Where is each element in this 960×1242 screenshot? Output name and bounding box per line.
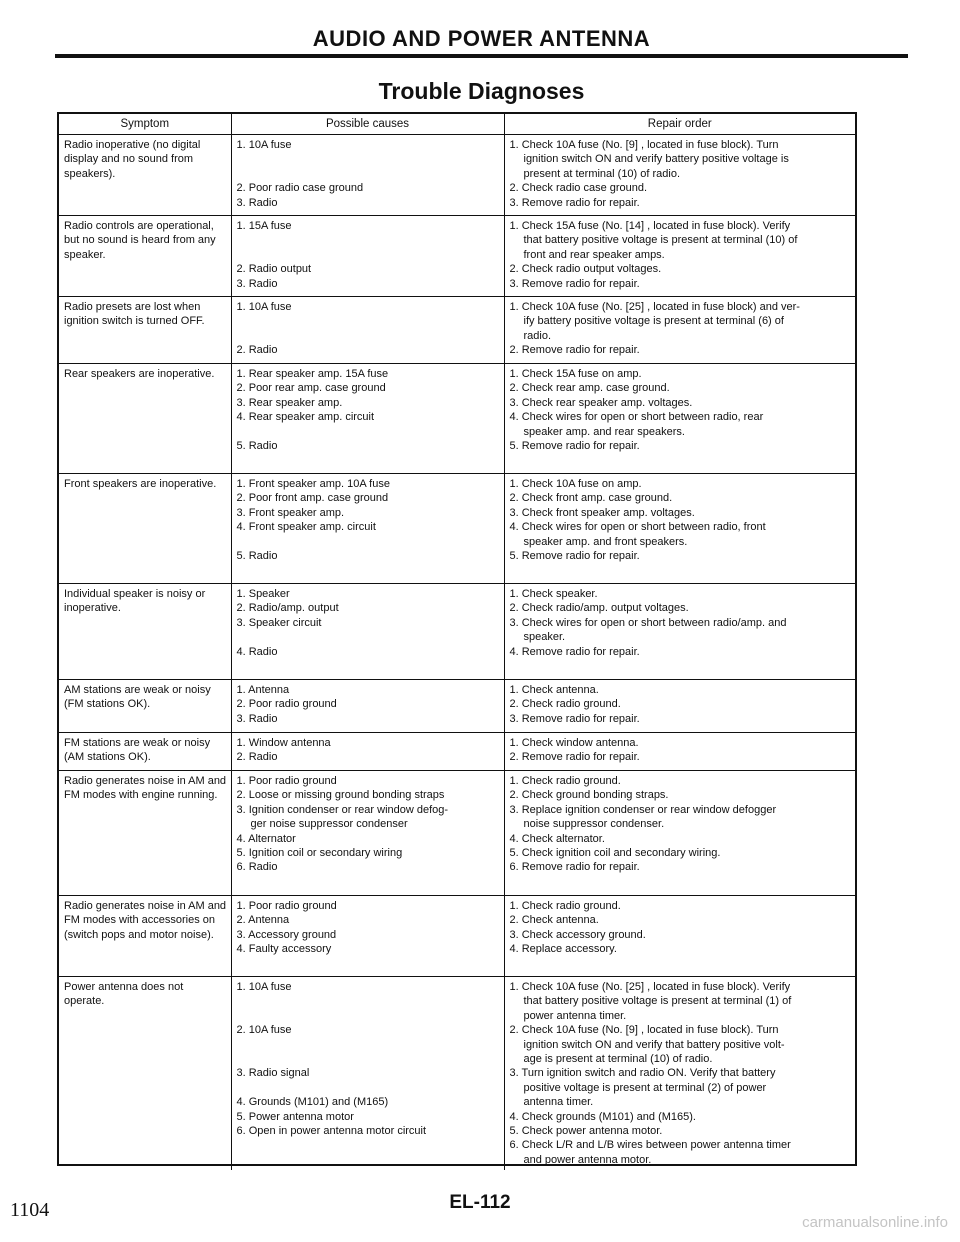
repair-line: ignition switch ON and verify that battery positive volt- <box>523 1038 785 1051</box>
cause-line: 1. 10A fuse <box>236 981 292 993</box>
repair-order-cell <box>504 474 855 584</box>
possible-causes-cell <box>231 584 504 680</box>
repair-line: 1. Check window antenna. <box>509 737 639 749</box>
cause-line <box>237 248 500 262</box>
cause-line: 1. Rear speaker amp. 15A fuse <box>236 368 389 380</box>
repair-line: 6. Check L/R and L/B wires between power antenna timer <box>509 1139 791 1152</box>
table-header-row <box>59 114 855 135</box>
cause-line: 2. Loose or missing ground bonding straps <box>236 789 445 802</box>
repair-line: 2. Check ground bonding straps. <box>509 789 669 802</box>
cause-line: 3. Speaker circuit <box>236 616 322 629</box>
repair-line: 2. Check radio case ground. <box>509 182 648 195</box>
cause-line: 2. Radio <box>236 344 278 357</box>
cause-line: 4. Front speaker amp. circuit <box>236 521 376 534</box>
symptom-cell: Radio controls are operational, but no sound is heard from any speaker. <box>59 216 231 297</box>
watermark: carmanualsonline.info <box>802 1214 948 1231</box>
cause-line <box>237 167 500 181</box>
repair-order-cell <box>504 680 855 733</box>
table-row <box>59 364 855 474</box>
symptom-cell: Front speakers are inoperative. <box>59 474 231 584</box>
repair-line: speaker. <box>523 631 566 644</box>
possible-causes-cell <box>231 977 504 1171</box>
repair-line: 1. Check speaker. <box>509 588 598 600</box>
cause-line: 4. Alternator <box>236 832 296 845</box>
table-row <box>59 733 855 771</box>
repair-line: 1. Check 15A fuse on amp. <box>509 368 642 380</box>
possible-causes-cell <box>231 364 504 474</box>
repair-line: 3. Check front speaker amp. voltages. <box>509 506 695 519</box>
cause-line: 5. Radio <box>236 440 278 453</box>
table-body <box>59 135 855 1171</box>
repair-line: 1. Check 10A fuse (No. [9] , located in fuse block). Turn <box>509 139 779 151</box>
symptom-cell: Radio generates noise in AM and FM modes with engine running. <box>59 771 231 896</box>
header-repair-order: Repair order <box>504 114 855 135</box>
repair-line: age is present at terminal (10) of radio. <box>523 1053 713 1066</box>
trouble-diagnoses-table <box>57 112 857 1166</box>
repair-line: 4. Check wires for open or short between radio, front <box>509 521 766 534</box>
repair-order-cell <box>504 364 855 474</box>
cause-line: 1. 10A fuse <box>236 139 292 151</box>
repair-order-cell <box>504 297 855 364</box>
cause-line <box>237 535 500 549</box>
cause-line <box>237 233 500 247</box>
cause-line: 4. Grounds (M101) and (M165) <box>236 1096 389 1109</box>
cause-line <box>237 994 500 1008</box>
cause-line: 2. Poor radio ground <box>236 698 337 711</box>
repair-line: 3. Check wires for open or short between radio/amp. and <box>509 616 787 629</box>
cause-line: 3. Radio <box>236 196 278 209</box>
cause-line <box>237 1038 500 1052</box>
repair-order-cell <box>504 977 855 1171</box>
repair-line: 4. Replace accessory. <box>509 943 617 956</box>
repair-line: 3. Remove radio for repair. <box>509 277 640 290</box>
cause-line: 2. Poor front amp. case ground <box>236 492 389 505</box>
cause-line <box>237 152 500 166</box>
repair-line: 5. Remove radio for repair. <box>509 440 640 453</box>
cause-line: 2. 10A fuse <box>236 1024 292 1037</box>
header-symptom: Symptom <box>59 114 231 135</box>
cause-line <box>237 314 500 328</box>
symptom-cell: Radio inoperative (no digital display and no sound from speakers). <box>59 135 231 216</box>
repair-line: 3. Replace ignition condenser or rear window defogger <box>509 803 777 816</box>
table-row <box>59 135 855 216</box>
symptom-cell: Power antenna does not operate. <box>64 981 184 1008</box>
repair-line: 2. Check rear amp. case ground. <box>509 382 670 395</box>
cause-line <box>237 1009 500 1023</box>
repair-line: 1. Check 10A fuse on amp. <box>509 478 642 490</box>
table-row <box>59 896 855 977</box>
cause-line: 3. Ignition condenser or rear window defog- <box>236 803 449 816</box>
cause-line: 1. Antenna <box>236 684 290 696</box>
symptom-cell: Radio generates noise in AM and FM modes with accessories on (switch pops and motor noise). <box>59 896 231 977</box>
cause-line: 1. Front speaker amp. 10A fuse <box>236 478 390 490</box>
cause-line: 3. Front speaker amp. <box>236 506 345 519</box>
cause-line <box>237 329 500 343</box>
cause-line: 1. 15A fuse <box>236 220 292 232</box>
repair-line: 4. Remove radio for repair. <box>509 645 640 658</box>
repair-line: 5. Remove radio for repair. <box>509 550 640 563</box>
table-row <box>59 771 855 896</box>
repair-line: 2. Check radio output voltages. <box>509 263 662 276</box>
repair-line: front and rear speaker amps. <box>523 248 665 261</box>
symptom-cell: Rear speakers are inoperative. <box>59 364 231 474</box>
cause-line: 2. Poor radio case ground <box>236 182 364 195</box>
repair-line: antenna timer. <box>523 1096 594 1109</box>
page-number: 1104 <box>10 1199 50 1221</box>
repair-line: 4. Check alternator. <box>509 832 605 845</box>
symptom-cell: AM stations are weak or noisy (FM stations OK). <box>59 680 231 733</box>
repair-line: 3. Turn ignition switch and radio ON. Verify that battery <box>509 1067 776 1080</box>
repair-line: 1. Check radio ground. <box>509 775 621 787</box>
possible-causes-cell <box>231 216 504 297</box>
cause-line: 2. Radio output <box>236 263 312 276</box>
repair-line: radio. <box>523 329 552 342</box>
repair-line: 1. Check 10A fuse (No. [25] , located in fuse block). Verify <box>509 981 791 993</box>
repair-line: speaker amp. and front speakers. <box>523 535 688 548</box>
cause-line: 5. Radio <box>236 550 278 563</box>
repair-line: 2. Check 10A fuse (No. [9] , located in fuse block). Turn <box>509 1024 779 1037</box>
possible-causes-cell <box>231 896 504 977</box>
cause-line: 2. Radio <box>236 751 278 764</box>
repair-line: 1. Check 15A fuse (No. [14] , located in fuse block). Verify <box>509 220 791 232</box>
repair-line: 3. Check accessory ground. <box>509 928 646 941</box>
cause-line: 4. Radio <box>236 645 278 658</box>
repair-line: 1. Check radio ground. <box>509 900 621 912</box>
cause-line: 3. Rear speaker amp. <box>236 396 343 409</box>
cause-line: 3. Radio <box>236 712 278 725</box>
repair-line: 2. Check radio/amp. output voltages. <box>509 602 689 615</box>
repair-order-cell <box>504 135 855 216</box>
repair-line: ify battery positive voltage is present at terminal (6) of <box>523 315 784 328</box>
cause-line: ger noise suppressor condenser <box>250 818 408 831</box>
repair-order-cell <box>504 216 855 297</box>
cause-line: 4. Rear speaker amp. circuit <box>236 411 375 424</box>
repair-line: noise suppressor condenser. <box>523 818 665 831</box>
cause-line: 1. 10A fuse <box>236 301 292 313</box>
repair-line: ignition switch ON and verify battery positive voltage is <box>523 153 789 166</box>
header-possible-causes: Possible causes <box>231 114 504 135</box>
symptom-cell: FM stations are weak or noisy (AM stations OK). <box>59 733 231 771</box>
repair-line: 2. Remove radio for repair. <box>509 344 640 357</box>
cause-line <box>237 1052 500 1066</box>
cause-line: 3. Radio <box>236 277 278 290</box>
table-row <box>59 584 855 680</box>
repair-line: 4. Check wires for open or short between radio, rear <box>509 411 764 424</box>
repair-order-cell <box>504 771 855 896</box>
repair-line: 2. Check radio ground. <box>509 698 621 711</box>
cause-line: 6. Radio <box>236 861 278 874</box>
repair-line: speaker amp. and rear speakers. <box>523 425 685 438</box>
cause-line <box>237 425 500 439</box>
repair-line: that battery positive voltage is present at terminal (1) of <box>523 995 792 1008</box>
repair-order-cell <box>504 584 855 680</box>
possible-causes-cell <box>231 680 504 733</box>
table-row <box>59 297 855 364</box>
cause-line: 3. Accessory ground <box>236 928 337 941</box>
repair-line: 6. Remove radio for repair. <box>509 861 640 874</box>
symptom-cell: Radio presets are lost when ignition switch is turned OFF. <box>59 297 231 364</box>
cause-line: 2. Antenna <box>236 914 290 927</box>
page-code: EL-112 <box>449 1192 511 1213</box>
table-row <box>59 474 855 584</box>
repair-line: 2. Remove radio for repair. <box>509 751 640 764</box>
cause-line: 5. Ignition coil or secondary wiring <box>236 847 403 860</box>
header-rule <box>55 54 908 58</box>
cause-line: 3. Radio signal <box>236 1067 310 1080</box>
cause-line: 1. Poor radio ground <box>236 775 337 787</box>
cause-line: 5. Power antenna motor <box>236 1110 354 1123</box>
repair-line: 1. Check 10A fuse (No. [25] , located in fuse block) and ver- <box>509 301 800 313</box>
repair-line: 3. Remove radio for repair. <box>509 712 640 725</box>
cause-line: 1. Speaker <box>236 588 290 600</box>
repair-line: and power antenna motor. <box>523 1153 652 1166</box>
repair-line: 5. Check power antenna motor. <box>509 1125 663 1138</box>
page-subtitle: Trouble Diagnoses <box>378 78 585 104</box>
cause-line: 1. Poor radio ground <box>236 900 337 912</box>
cause-line: 6. Open in power antenna motor circuit <box>236 1124 427 1137</box>
possible-causes-cell <box>231 135 504 216</box>
cause-line: 2. Poor rear amp. case ground <box>236 382 386 395</box>
possible-causes-cell <box>231 771 504 896</box>
cause-line: 2. Radio/amp. output <box>236 602 339 615</box>
repair-line: 1. Check antenna. <box>509 684 599 696</box>
repair-line: 3. Check rear speaker amp. voltages. <box>509 396 693 409</box>
repair-line: power antenna timer. <box>523 1009 627 1022</box>
repair-line: 4. Check grounds (M101) and (M165). <box>509 1110 696 1123</box>
cause-line <box>237 630 500 644</box>
possible-causes-cell <box>231 474 504 584</box>
cause-line: 4. Faulty accessory <box>236 943 332 956</box>
repair-line: 2. Check antenna. <box>509 914 599 927</box>
repair-line: that battery positive voltage is present at terminal (10) of <box>523 234 798 247</box>
symptom-cell: Individual speaker is noisy or inoperative. <box>59 584 231 680</box>
cause-line: 1. Window antenna <box>236 737 331 749</box>
section-header: AUDIO AND POWER ANTENNA <box>312 26 651 51</box>
repair-order-cell <box>504 896 855 977</box>
repair-line: 5. Check ignition coil and secondary wiring. <box>509 847 721 860</box>
repair-line: 2. Check front amp. case ground. <box>509 492 673 505</box>
table-row <box>59 977 855 1171</box>
repair-order-cell <box>504 733 855 771</box>
repair-line: present at terminal (10) of radio. <box>523 167 681 180</box>
repair-line: 3. Remove radio for repair. <box>509 196 640 209</box>
repair-line: positive voltage is present at terminal (2) of power <box>523 1081 767 1094</box>
table-row <box>59 216 855 297</box>
table-row <box>59 680 855 733</box>
cause-line <box>237 1081 500 1095</box>
possible-causes-cell <box>231 733 504 771</box>
possible-causes-cell <box>231 297 504 364</box>
